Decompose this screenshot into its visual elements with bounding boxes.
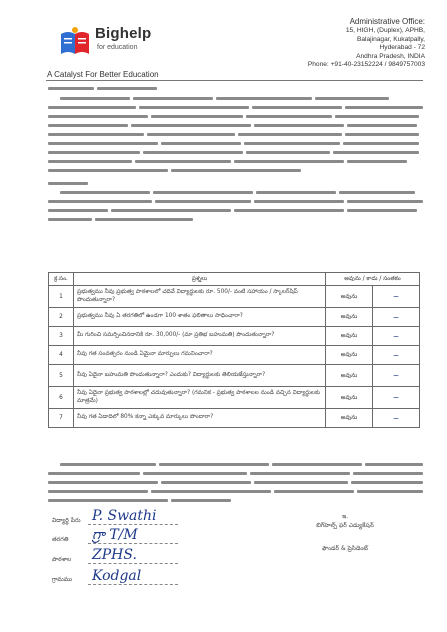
row-answer: అవును <box>326 308 373 327</box>
body-line <box>48 159 423 166</box>
body-line <box>60 462 423 469</box>
row-answer: అవును <box>326 346 373 365</box>
address-block <box>255 16 425 70</box>
student-name-value: P. Swathi <box>92 508 157 524</box>
brand-name: Bighelp <box>95 25 152 42</box>
address-heading: Administrative Office: <box>349 17 425 26</box>
row-answer: అవును <box>326 365 373 387</box>
school-value: ZPHS. <box>92 547 137 563</box>
row-number: 3 <box>49 327 74 346</box>
body-line <box>48 168 423 175</box>
header-answer: అవును / కాదు <box>344 276 378 282</box>
row-signature: ~ <box>373 308 420 327</box>
sign-off-spacer <box>300 530 390 544</box>
row-number: 5 <box>49 365 74 387</box>
body-line <box>48 141 423 148</box>
row-signature: ~ <box>373 365 420 387</box>
class-value: గ్రా T/M <box>92 527 138 543</box>
class-underline <box>88 543 178 544</box>
row-number: 4 <box>49 346 74 365</box>
row-signature: ~ <box>373 327 420 346</box>
body-line <box>48 123 423 130</box>
class-label: తరగతి <box>52 536 69 543</box>
row-signature: ~ <box>373 409 420 428</box>
address-line: Balajinagar, Kukatpally, <box>356 35 425 43</box>
address-line: Andhra Pradesh, INDIA <box>356 52 425 60</box>
row-question: నీవు ఏదైనా బహుమతి పొందుతున్నారా? ఎందుకు? విద్యార్థులకు తెలియజేస్తున్నారా? <box>74 365 326 387</box>
body-line <box>48 105 423 112</box>
row-answer: అవును <box>326 286 373 308</box>
address-line: Phone: +91-40-23152224 / 9849757003 <box>307 61 425 69</box>
bighelp-logo <box>57 22 175 62</box>
row-question: నీవు ఏదైనా ప్రభుత్వ పాఠశాలల్లో చదువుతున్నారా? (గమనిక - ప్రభుత్వ పాఠశాలల నుండి వచ్చిన విద్యార్థులకు మాత్రమే) <box>74 387 326 409</box>
name-underline <box>88 524 178 525</box>
row-signature: ~ <box>373 387 420 409</box>
row-answer: అవును <box>326 409 373 428</box>
header-answer-sign: అవును / కాదు / సంతకం <box>326 273 420 286</box>
table-row <box>49 286 420 308</box>
village-value: Kodgal <box>92 568 142 584</box>
table-row <box>49 387 420 409</box>
row-number: 1 <box>49 286 74 308</box>
body-line <box>60 190 423 197</box>
sign-off-block <box>300 512 390 553</box>
body-line <box>60 96 423 103</box>
body-line <box>48 208 423 215</box>
row-question: మీ గురించి సమర్పించినదానికి రూ. 30,000/- (మా ప్రతిభ బహుమతి) పొందుతున్నారా? <box>74 327 326 346</box>
body-line <box>48 217 423 224</box>
sign-off-line: ఇ. <box>341 513 349 520</box>
body-line <box>48 480 423 487</box>
body-line <box>48 150 423 157</box>
village-label: గ్రామము <box>52 576 73 583</box>
sign-off-title: ఫౌండర్ & ప్రెసిడెంట్ <box>321 545 369 552</box>
body-line <box>48 489 423 496</box>
body-line <box>48 86 423 93</box>
header-sign: సంతకం <box>383 276 401 282</box>
school-underline <box>88 563 178 564</box>
table-row <box>49 308 420 327</box>
body-line <box>48 114 423 121</box>
survey-table <box>48 272 420 428</box>
row-signature: ~ <box>373 346 420 365</box>
tagline: A Catalyst For Better Education <box>47 70 159 79</box>
row-question: నీవు గత ఏడాదిలో 80% కన్నా ఎక్కువ మార్కులు పొందారా? <box>74 409 326 428</box>
row-answer: అవును <box>326 327 373 346</box>
student-name-label: విద్యార్థి పేరు <box>52 517 81 524</box>
school-label: పాఠశాల <box>52 556 72 563</box>
row-number: 2 <box>49 308 74 327</box>
header-sno: క్ర.సం. <box>49 273 74 286</box>
sign-off-org: బిగ్‌హెల్ప్ ఫర్ ఎడ్యుకేషన్ <box>316 522 374 529</box>
address-line: 15, HIGH, (Duplex), APHB, <box>345 27 425 34</box>
body-line <box>48 471 423 478</box>
table-header-row <box>49 273 420 286</box>
table-row <box>49 365 420 387</box>
header-question: ప్రశ్నలు <box>74 273 326 286</box>
body-line <box>48 181 423 188</box>
brand-subtitle: for education <box>97 44 138 51</box>
body-line <box>48 199 423 206</box>
header-divider <box>46 80 423 81</box>
table-row <box>49 327 420 346</box>
body-line <box>48 498 423 505</box>
row-number: 6 <box>49 387 74 409</box>
row-number: 7 <box>49 409 74 428</box>
table-row <box>49 409 420 428</box>
table-row <box>49 346 420 365</box>
row-question: ప్రభుత్వము నీవు ఏ తరగతిలో ఉండగా 100 శాతం ఫలితాలు సాధించారా? <box>74 308 326 327</box>
row-signature: ~ <box>373 286 420 308</box>
body-line <box>48 132 423 139</box>
row-question: ప్రభుత్వము నీవు ప్రభుత్వ పాఠశాలలో చదివే విద్యార్థులకు రూ. 500/- వంటి సహాయం / స్కాలర్‌షిప్‌ పొందుతున్నారా? <box>74 286 326 308</box>
row-question: నీవు గత సంవత్సరం నుండి ఏమైనా మార్పులు గమనించారా? <box>74 346 326 365</box>
row-answer: అవును <box>326 387 373 409</box>
book-icon <box>57 24 93 60</box>
address-line: Hyderabad - 72 <box>379 44 425 52</box>
village-underline <box>88 584 178 585</box>
